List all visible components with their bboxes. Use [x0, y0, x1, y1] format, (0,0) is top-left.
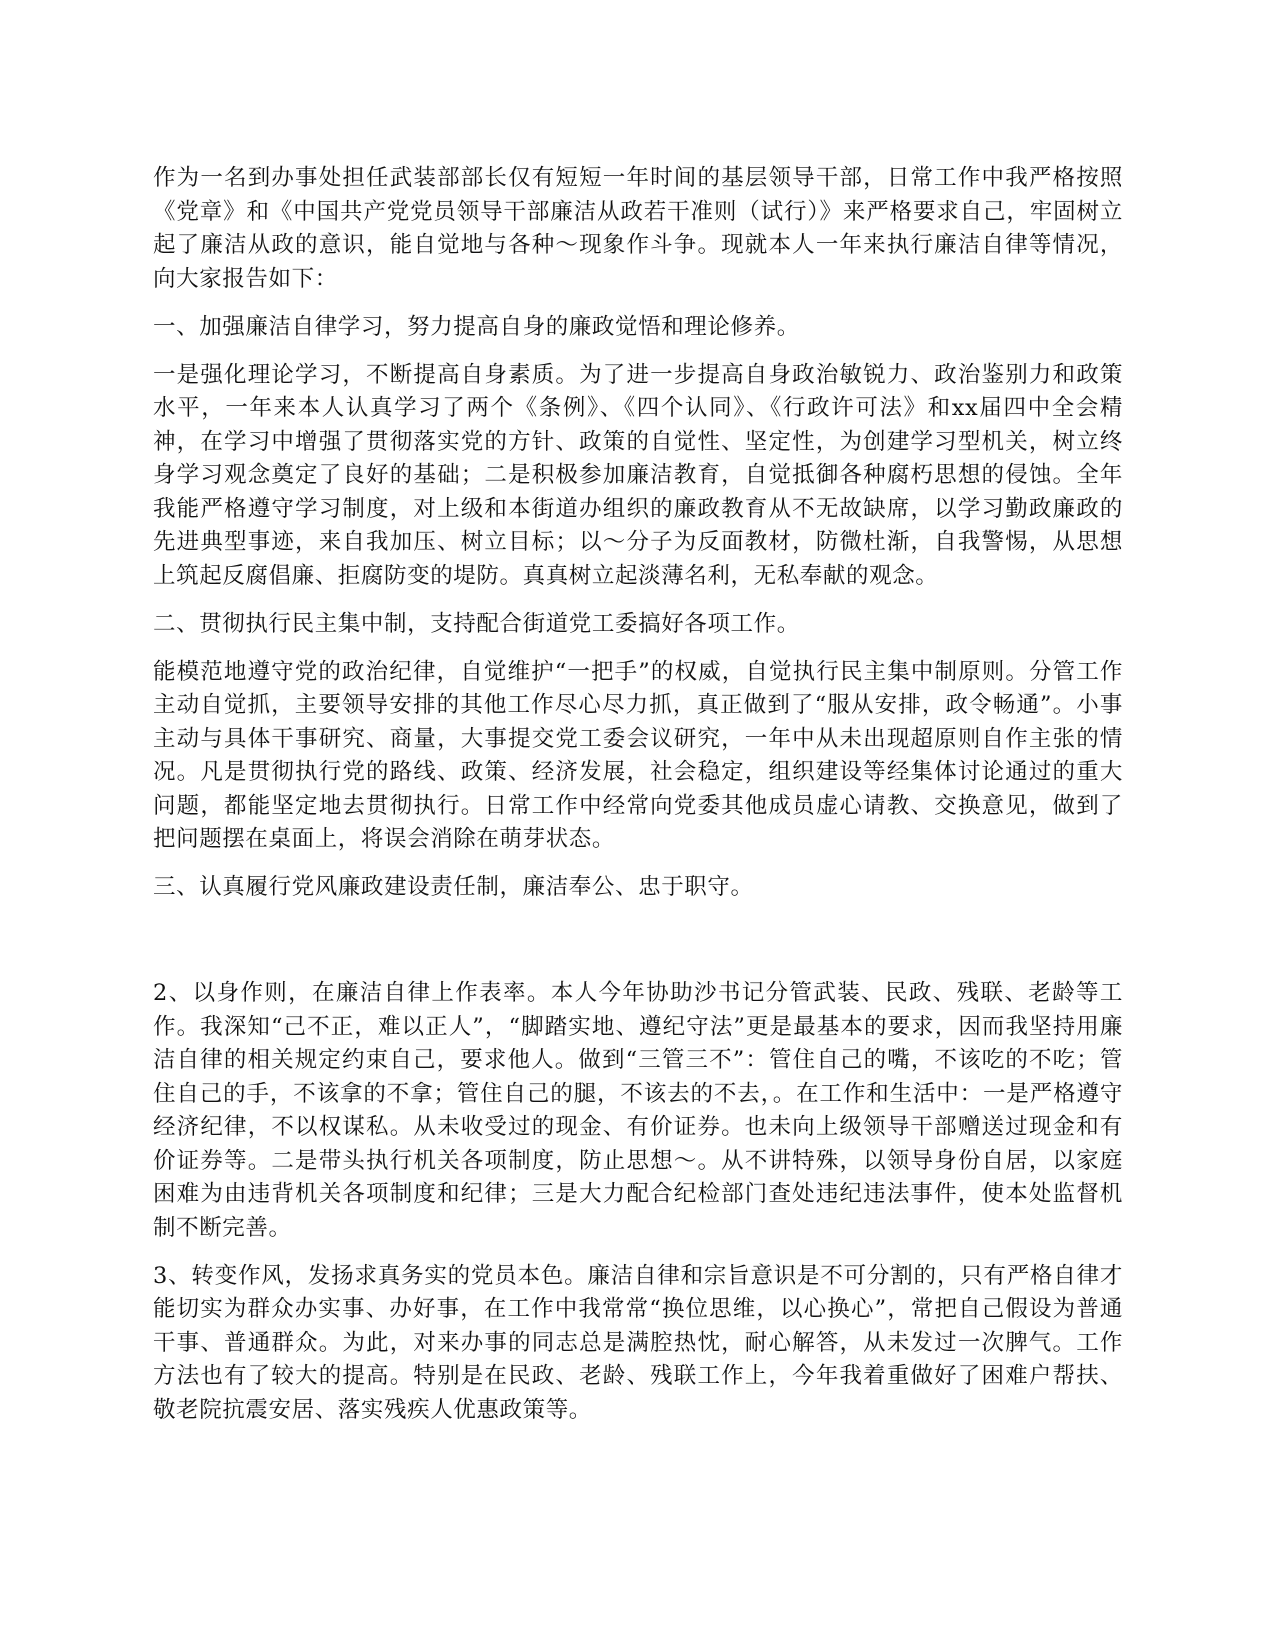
document-page	[153, 162, 1123, 1442]
section-heading-2: 二、贯彻执行民主集中制，支持配合街道党工委搞好各项工作。	[153, 610, 800, 637]
section-heading-3: 三、认真履行党风廉政建设责任制，廉洁奉公、忠于职守。	[153, 874, 754, 900]
intro-paragraph: 作为一名到办事处担任武装部部长仅有短短一年时间的基层领导干部，日常工作中我严格按照《党章》和《中国共产党党员领导干部廉洁从政若干准则（试行）》来严格要求自己，牢固树立起了廉洁从政的意识，能自觉地与各种～现象作斗争。现就本人一年来执行廉洁自律等情况，向大家报告如下：	[153, 165, 1123, 292]
section-2-paragraph: 能模范地遵守党的政治纪律，自觉维护“一把手”的权威，自觉执行民主集中制原则。分管工作主动自觉抓，主要领导安排的其他工作尽心尽力抓，真正做到了“服从安排，政令畅通”。小事主动与具体干事研究、商量，大事提交党工委会议研究，一年中从未出现超原则自作主张的情况。凡是贯彻执行党的路线、政策、经济发展，社会稳定，组织建设等经集体讨论通过的重大问题，都能坚定地去贯彻执行。日常工作中经常向党委其他成员虚心请教、交换意见，做到了把问题摆在桌面上，将误会消除在萌芽状态。	[153, 658, 1123, 852]
item-2-paragraph: 2、以身作则，在廉洁自律上作表率。本人今年协助沙书记分管武装、民政、残联、老龄等工作。我深知“己不正，难以正人”，“脚踏实地、遵纪守法”更是最基本的要求，因而我坚持用廉洁自律的相关规定约束自己，要求他人。做到“三管三不”：管住自己的嘴，不该吃的不吃；管住自己的手，不该拿的不拿；管住自己的腿，不该去的不去，。在工作和生活中：一是严格遵守经济纪律，不以权谋私。从未收受过的现金、有价证券。也未向上级领导干部赠送过现金和有价证券等。二是带头执行机关各项制度，防止思想～。从不讲特殊，以领导身份自居，以家庭困难为由违背机关各项制度和纪律；三是大力配合纪检部门查处违纪违法事件，使本处监督机制不断完善。	[153, 980, 1123, 1241]
section-heading-1: 一、加强廉洁自律学习，努力提高自身的廉政觉悟和理论修养。	[153, 313, 800, 340]
item-3-paragraph: 3、转变作风，发扬求真务实的党员本色。廉洁自律和宗旨意识是不可分割的，只有严格自律才能切实为群众办实事、办好事，在工作中我常常“换位思维，以心换心”，常把自己假设为普通干事、普通群众。为此，对来办事的同志总是满腔热忱，耐心解答，从未发过一次脾气。工作方法也有了较大的提高。特别是在民政、老龄、残联工作上，今年我着重做好了困难户帮扶、敬老院抗震安居、落实残疾人优惠政策等。	[153, 1262, 1123, 1423]
blank-gap	[153, 919, 1123, 977]
section-1-paragraph: 一是强化理论学习，不断提高自身素质。为了进一步提高自身政治敏锐力、政治鉴别力和政策水平，一年来本人认真学习了两个《条例》、《四个认同》、《行政许可法》和xx届四中全会精神，在学习中增强了贯彻落实党的方针、政策的自觉性、坚定性，为创建学习型机关，树立终身学习观念奠定了良好的基础；二是积极参加廉洁教育，自觉抵御各种腐朽思想的侵蚀。全年我能严格遵守学习制度，对上级和本街道办组织的廉政教育从不无故缺席，以学习勤政廉政的先进典型事迹，来自我加压、树立目标；以～分子为反面教材，防微杜渐，自我警惕，从思想上筑起反腐倡廉、拒腐防变的堤防。真真树立起淡薄名利，无私奉献的观念。	[153, 361, 1123, 589]
